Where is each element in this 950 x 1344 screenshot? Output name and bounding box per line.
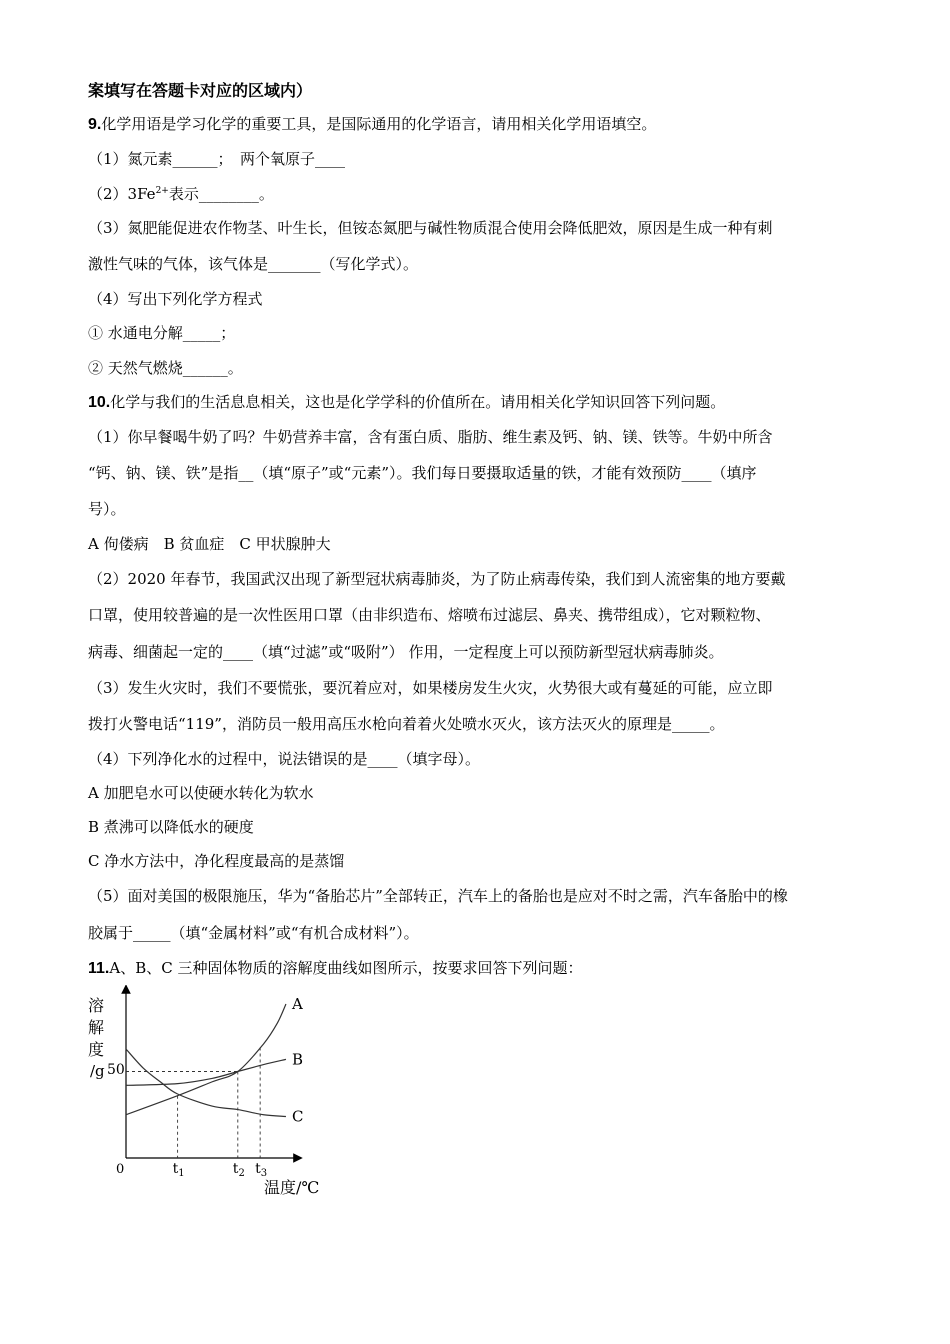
question-10-part-5-cont: 胶属于_____（填“金属材料”或“有机合成材料”）。	[88, 924, 419, 942]
y-axis-label-char: 溶	[88, 996, 105, 1015]
y-tick-label-50: 50	[107, 1062, 125, 1078]
question-9-part-4: （4）写出下列化学方程式	[88, 290, 263, 308]
question-10-part-1-cont: “钙、钠、镁、铁”是指__（填“原子”或“元素”）。我们每日要摄取适量的铁，才能有效预防____（填序	[88, 464, 757, 482]
question-11-stem: 11.A、B、C 三种固体物质的溶解度曲线如图所示，按要求回答下列问题：	[88, 959, 583, 977]
chart-axes	[126, 989, 298, 1158]
question-9-part-3: （3）氮肥能促进农作物茎、叶生长，但铵态氮肥与碱性物质混合使用会降低肥效，原因是生成一种有刺	[88, 219, 773, 237]
x-tick-labels	[173, 1161, 268, 1179]
question-10-part-4-option-b: B 煮沸可以降低水的硬度	[88, 818, 254, 836]
section-heading: 案填写在答题卡对应的区域内）	[88, 81, 313, 100]
question-9-part-4-item-2: ② 天然气燃烧______。	[88, 359, 243, 377]
charge-superscript: 2+	[155, 186, 169, 196]
question-10-part-2-end: 病毒、细菌起一定的____（填“过滤”或“吸附”） 作用，一定程度上可以预防新型冠状病毒肺炎。	[88, 643, 724, 661]
curve-b	[126, 1059, 286, 1085]
chart-curves	[126, 995, 303, 1125]
question-9-stem: 9.化学用语是学习化学的重要工具，是国际通用的化学语言，请用相关化学用语填空。	[88, 115, 657, 133]
question-10-part-2-cont: 口罩，使用较普遍的是一次性医用口罩（由非织造布、熔喷布过滤层、鼻夹、携带组成），它对颗粒物、	[88, 606, 771, 624]
question-number: 9.	[88, 116, 102, 133]
question-10-part-4-option-c: C 净水方法中，净化程度最高的是蒸馏	[88, 852, 345, 870]
x-tick-label-t1: $t_1$	[172, 1161, 185, 1179]
x-axis-label: 温度/℃	[264, 1178, 320, 1197]
curve-label-c: C	[291, 1107, 304, 1126]
question-10-part-1-options: A 佝偻病 B 贫血症 C 甲状腺肿大	[88, 535, 331, 553]
origin-label: 0	[116, 1162, 125, 1177]
dashed-guides	[126, 1048, 260, 1158]
question-10-part-2: （2）2020 年春节，我国武汉出现了新型冠状病毒肺炎，为了防止病毒传染，我们到人流密集的地方要戴	[88, 570, 786, 588]
question-9-part-3-cont: 激性气味的气体，该气体是_______（写化学式）。	[88, 255, 419, 273]
question-number: 11.	[88, 960, 110, 977]
question-10-part-4: （4）下列净化水的过程中，说法错误的是____（填字母）。	[88, 750, 481, 768]
question-number: 10.	[88, 394, 111, 411]
x-tick-label-t3: $t_3$	[255, 1161, 268, 1179]
curve-label-b: B	[291, 1050, 303, 1069]
y-axis-label-char: 解	[88, 1018, 105, 1037]
question-10-stem: 10.化学与我们的生活息息相关，这也是化学学科的价值所在。请用相关化学知识回答下列问题。	[88, 393, 726, 411]
question-10-part-3-cont: 拨打火警电话“119”，消防员一般用高压水枪向着着火处喷水灭火，该方法灭火的原理是_____。	[88, 715, 725, 733]
question-10-part-4-option-a: A 加肥皂水可以使硬水转化为软水	[88, 784, 314, 802]
curve-label-a: A	[291, 995, 303, 1014]
y-axis-unit: /g	[90, 1062, 105, 1080]
question-10-part-5: （5）面对美国的极限施压，华为“备胎芯片”全部转正，汽车上的备胎也是应对不时之需，汽车备胎中的橡	[88, 887, 788, 905]
solubility-chart	[80, 985, 340, 1205]
question-9-part-2: $(2)3Fe^{2+}$表示________。	[88, 185, 274, 203]
question-9-part-1: （1）氮元素______； 两个氧原子____	[88, 150, 346, 168]
curve-a	[126, 1004, 286, 1115]
question-10-part-3: （3）发生火灾时，我们不要慌张，要沉着应对，如果楼房发生火灾，火势很大或有蔓延的可能，应立即	[88, 679, 773, 697]
question-9-part-4-item-1: ① 水通电分解_____；	[88, 324, 236, 342]
question-10-part-1: （1）你早餐喝牛奶了吗？牛奶营养丰富，含有蛋白质、脂肪、维生素及钙、钠、镁、铁等。牛奶中所含	[88, 428, 773, 446]
question-10-part-1-end: 号）。	[88, 500, 126, 518]
y-axis-label	[88, 996, 104, 1059]
y-axis-label-char: 度	[88, 1040, 105, 1059]
x-tick-label-t2: $t_2$	[232, 1161, 245, 1179]
